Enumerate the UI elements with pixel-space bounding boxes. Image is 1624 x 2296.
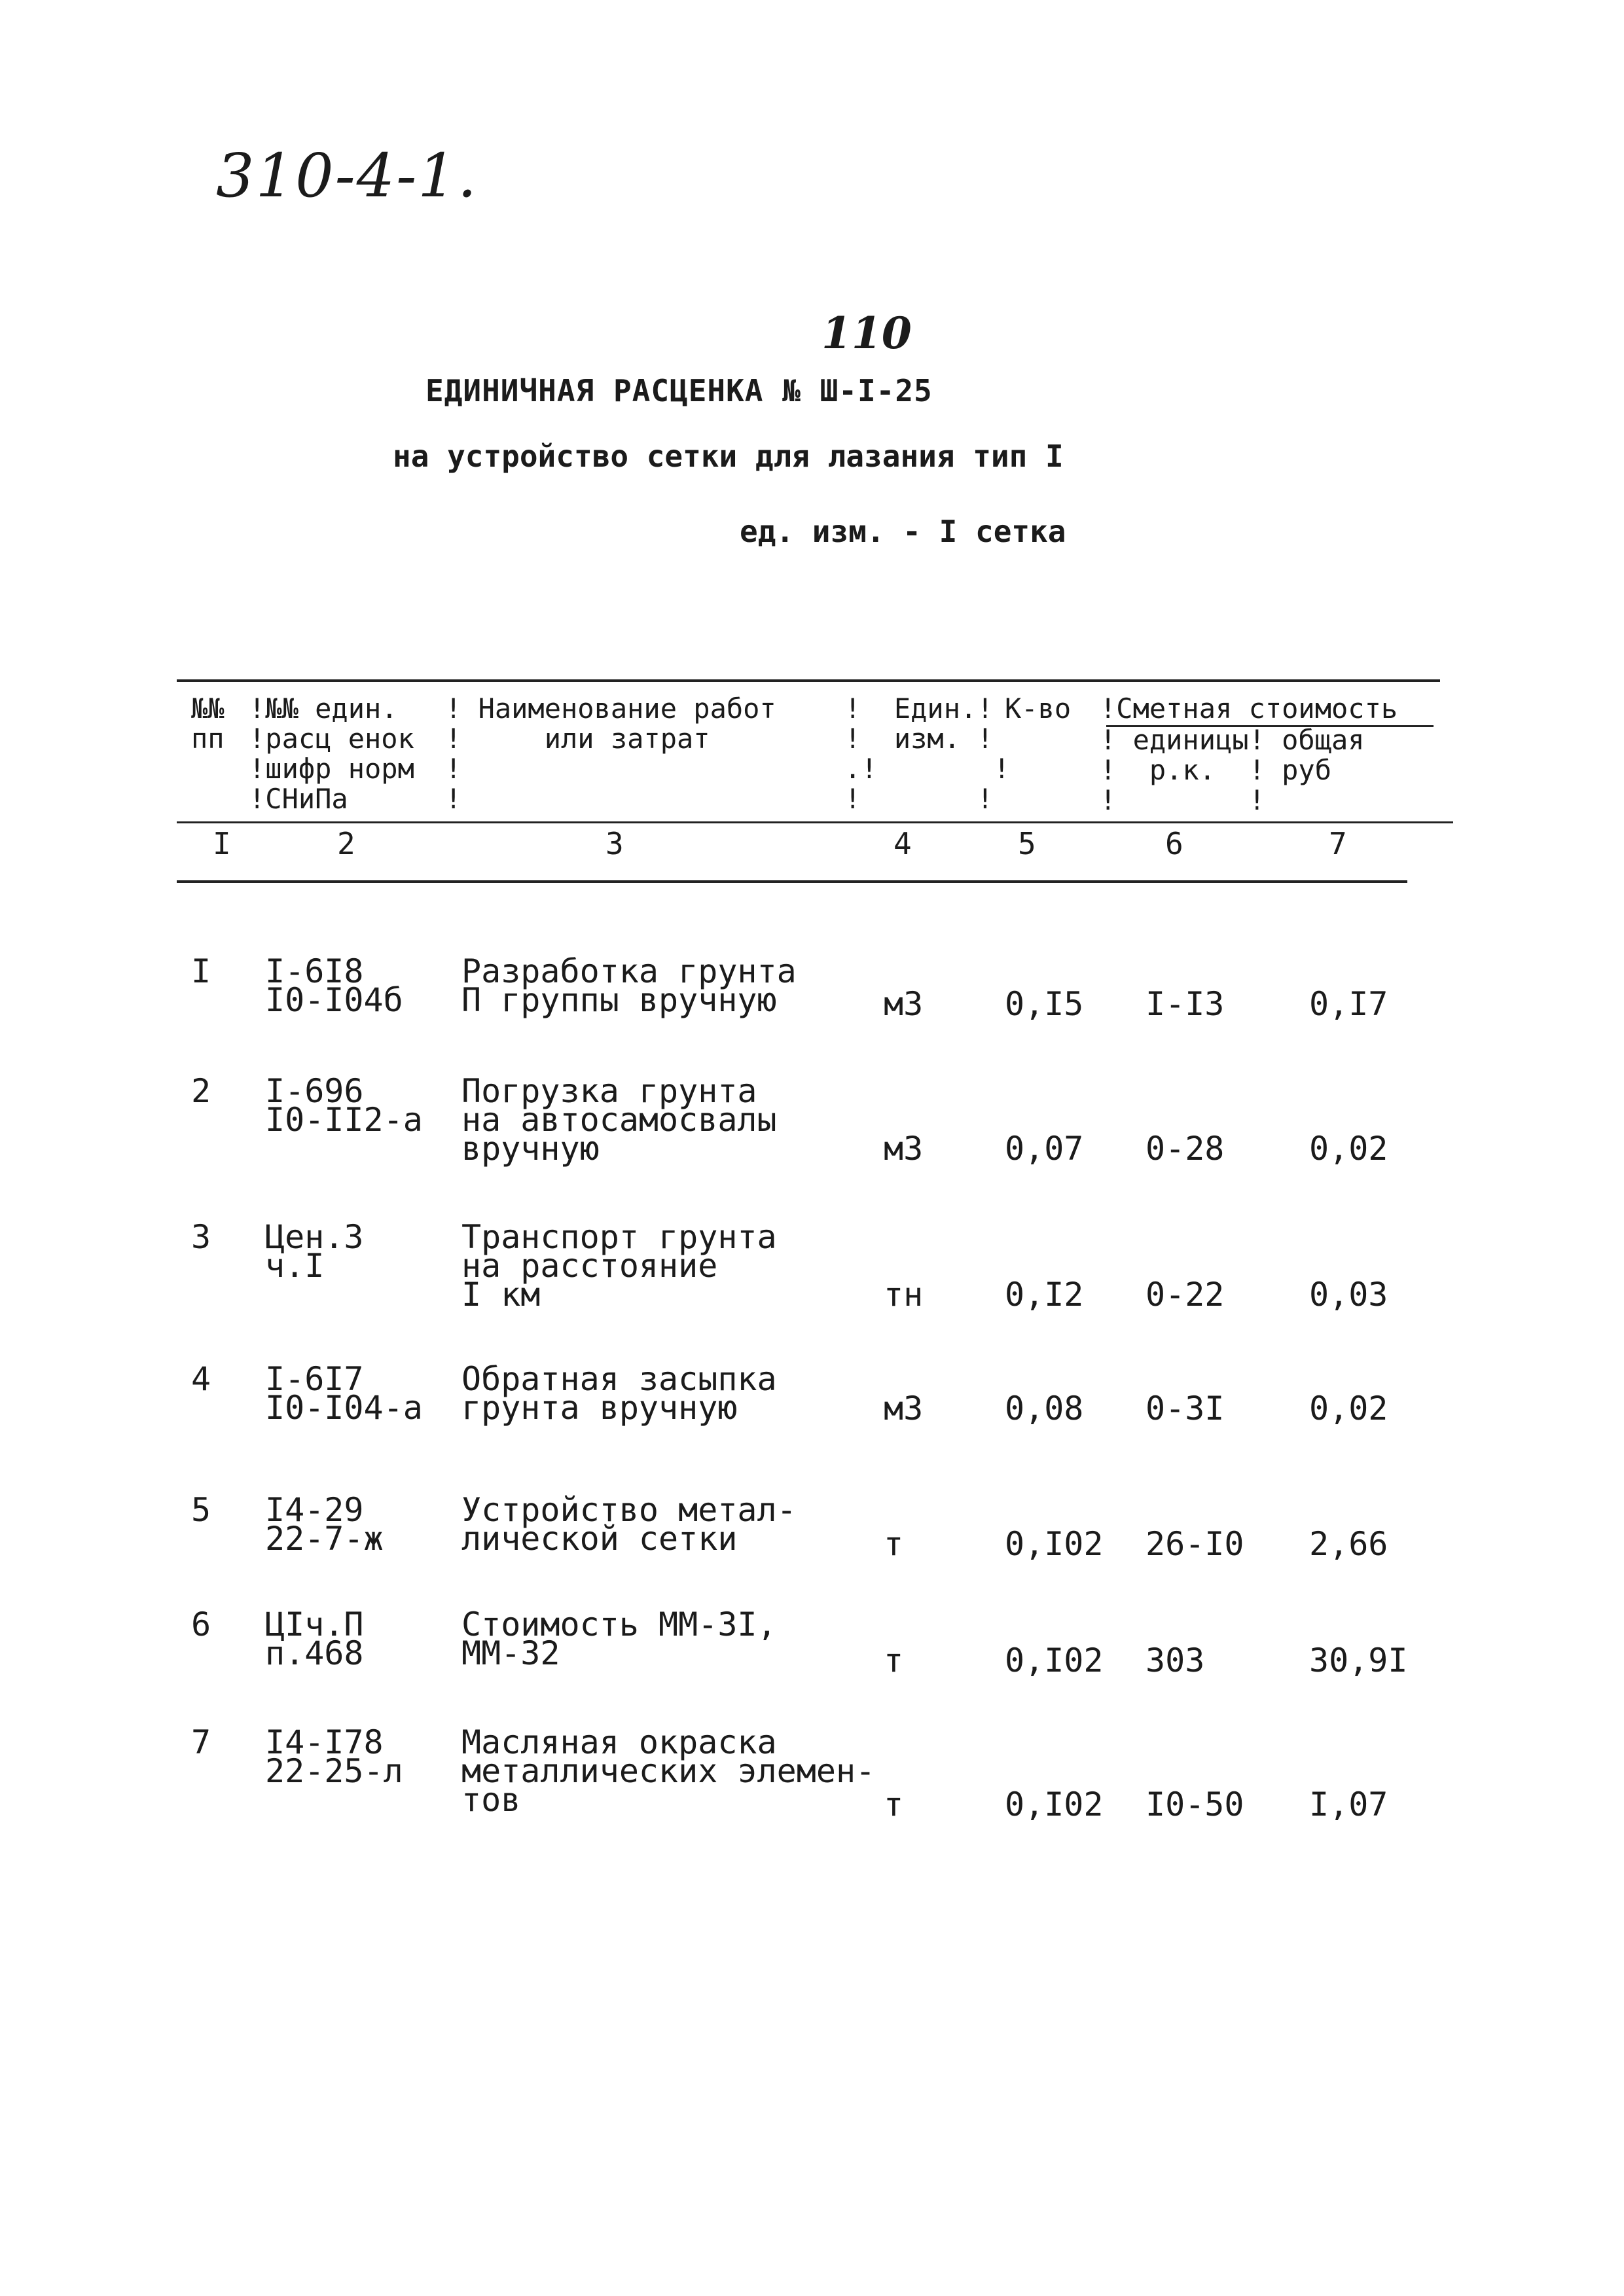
header-work-name: ! Наименование работ ! или затрат ! ! <box>445 692 776 815</box>
unit-price: 0-22 <box>1146 1276 1225 1314</box>
unit: тн <box>884 1276 924 1314</box>
row-number: I <box>191 952 211 990</box>
column-number: 4 <box>893 826 912 861</box>
column-number: 3 <box>605 826 624 861</box>
row-number: 7 <box>191 1723 211 1761</box>
unit: т <box>884 1525 904 1563</box>
total-cost: 0,02 <box>1309 1390 1388 1427</box>
header-rate-code: !№№ един. !расц енок !шифр норм !СНиПа <box>249 692 414 815</box>
unit-price: 26-I0 <box>1146 1525 1244 1563</box>
work-name: Масляная окраска металлических элемен- тов <box>461 1723 876 1819</box>
table-row <box>0 952 1624 1088</box>
quantity: 0,I02 <box>1005 1785 1104 1823</box>
table-top-rule <box>177 679 1440 682</box>
row-number: 6 <box>191 1605 211 1643</box>
rate-code: I-6I7 I0-I04-а <box>265 1360 423 1427</box>
total-cost: 0,I7 <box>1309 985 1388 1023</box>
unit-price: 303 <box>1146 1641 1205 1679</box>
unit-of-measure: ед. изм. - I сетка <box>740 514 1066 549</box>
unit: м3 <box>884 985 924 1023</box>
work-name: Разработка грунта П группы вручную <box>461 952 797 1019</box>
header-unit: ! Един.! ! изм. ! .! ! ! ! <box>844 692 1010 815</box>
column-number: 6 <box>1165 826 1183 861</box>
work-name: Транспорт грунта на расстояние I км <box>461 1218 777 1314</box>
unit-price: I-I3 <box>1146 985 1225 1023</box>
row-number: 4 <box>191 1360 211 1398</box>
column-number: 5 <box>1018 826 1036 861</box>
column-numbers-rule <box>177 880 1407 883</box>
unit: т <box>884 1785 904 1823</box>
total-cost: 0,02 <box>1309 1130 1388 1168</box>
rate-code: I4-29 22-7-ж <box>265 1491 384 1558</box>
document-subtitle: на устройство сетки для лазания тип I <box>393 439 1064 474</box>
unit-price: 0-28 <box>1146 1130 1225 1168</box>
quantity: 0,I02 <box>1005 1641 1104 1679</box>
unit: м3 <box>884 1130 924 1168</box>
header-quantity: К-во <box>1005 692 1072 725</box>
work-name: Стоимость ММ-3I, ММ-32 <box>461 1605 777 1672</box>
header-bottom-rule <box>177 821 1453 823</box>
rate-code: I-696 I0-II2-а <box>265 1072 423 1139</box>
work-name: Устройство метал- лической сетки <box>461 1491 797 1558</box>
table-row <box>0 1605 1624 1741</box>
rate-code: Цен.3 ч.I <box>265 1218 364 1285</box>
table-row <box>0 1072 1624 1208</box>
row-number: 5 <box>191 1491 211 1529</box>
unit: м3 <box>884 1390 924 1427</box>
column-number: I <box>213 826 231 861</box>
header-estimated-cost: !Сметная стоимость <box>1100 692 1398 725</box>
table-row <box>0 1491 1624 1626</box>
total-cost: 0,03 <box>1309 1276 1388 1314</box>
unit-price: 0-3I <box>1146 1390 1225 1427</box>
quantity: 0,I5 <box>1005 985 1084 1023</box>
table-row <box>0 1723 1624 1859</box>
total-cost: I,07 <box>1309 1785 1388 1823</box>
unit: т <box>884 1641 904 1679</box>
work-name: Обратная засыпка грунта вручную <box>461 1360 777 1427</box>
rate-code: I-6I8 I0-I04б <box>265 952 403 1019</box>
quantity: 0,07 <box>1005 1130 1084 1168</box>
work-name: Погрузка грунта на автосамосвалы вручную <box>461 1072 777 1168</box>
column-number: 2 <box>337 826 355 861</box>
page-number: 110 <box>821 308 912 359</box>
table-row <box>0 1218 1624 1354</box>
total-cost: 30,9I <box>1309 1641 1408 1679</box>
rate-code: ЦIч.П п.468 <box>265 1605 364 1672</box>
total-cost: 2,66 <box>1309 1525 1388 1563</box>
header-cost-subcolumns: ! единицы! общая ! р.к. ! руб ! ! <box>1100 724 1365 816</box>
quantity: 0,08 <box>1005 1390 1084 1427</box>
row-number: 2 <box>191 1072 211 1110</box>
quantity: 0,I2 <box>1005 1276 1084 1314</box>
unit-price: I0-50 <box>1146 1785 1244 1823</box>
quantity: 0,I02 <box>1005 1525 1104 1563</box>
column-number: 7 <box>1329 826 1347 861</box>
table-row <box>0 1360 1624 1496</box>
row-number: 3 <box>191 1218 211 1256</box>
document-reference: 310-4-1. <box>216 141 478 211</box>
header-row-number: №№ пп <box>191 692 225 755</box>
rate-code: I4-I78 22-25-л <box>265 1723 403 1790</box>
document-title: ЕДИНИЧНАЯ РАСЦЕНКА № Ш-I-25 <box>425 373 933 408</box>
